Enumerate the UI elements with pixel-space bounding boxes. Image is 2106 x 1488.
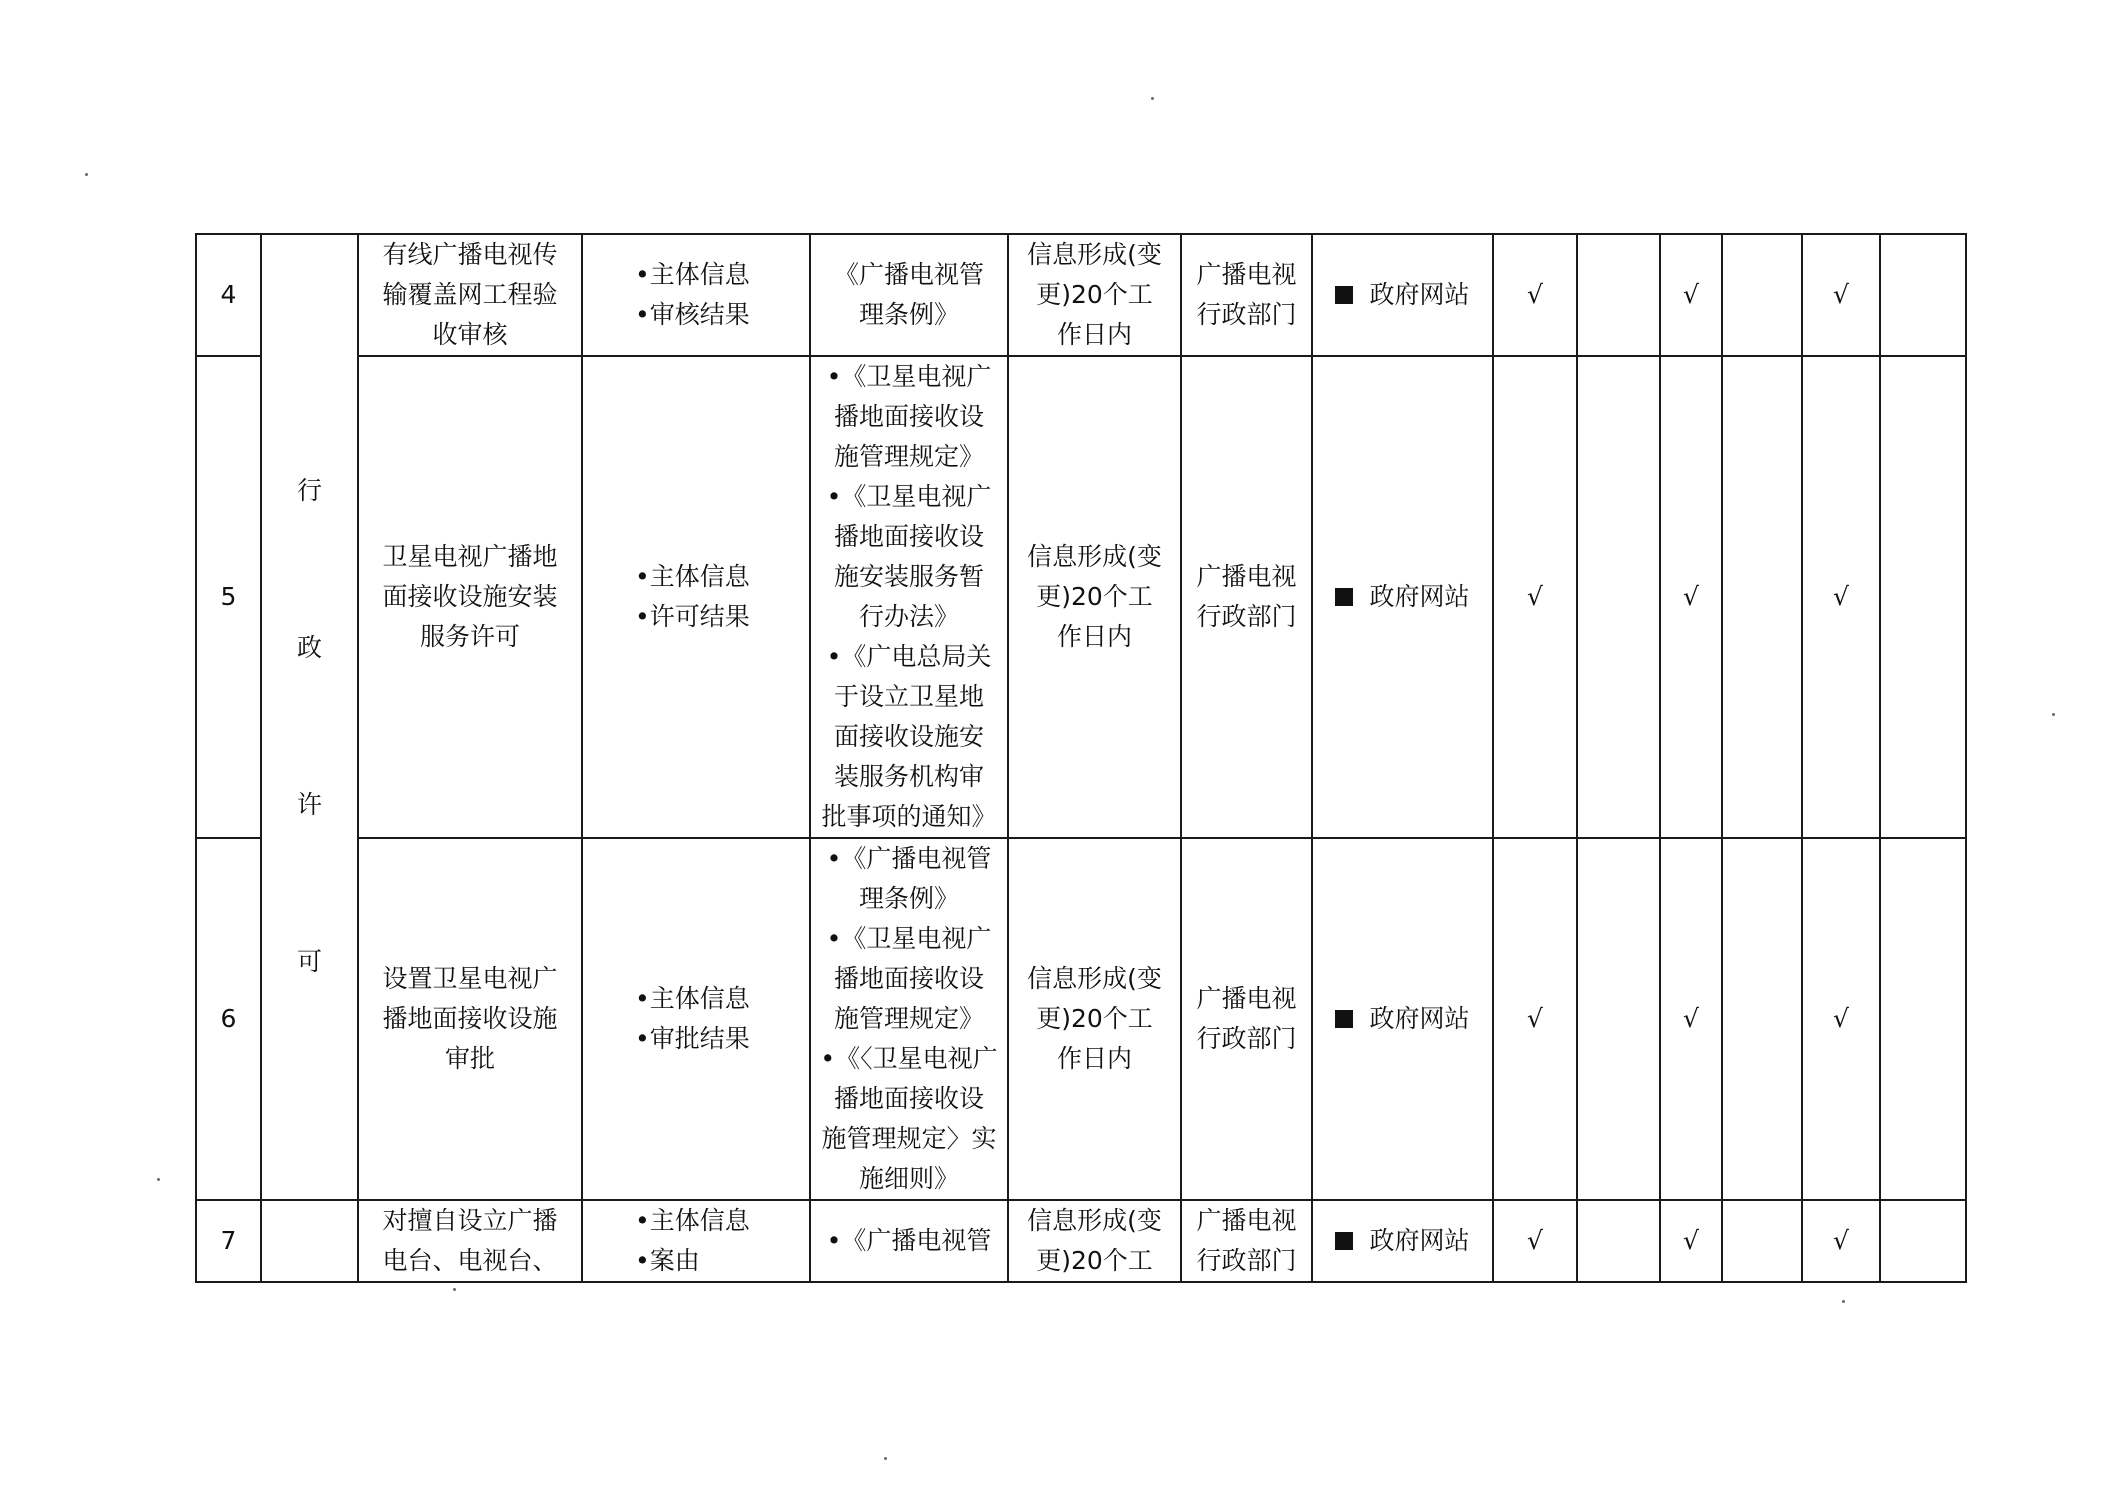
cell-line: •审核结果	[635, 300, 750, 329]
cell-line: 对擅自设立广播	[382, 1206, 558, 1235]
legal-basis	[810, 234, 1008, 356]
cell-line: 信息形成(变	[1027, 1206, 1162, 1235]
cell-line: •案由	[635, 1246, 700, 1275]
table-row	[196, 234, 1966, 356]
cell-line: •主体信息	[635, 984, 750, 1013]
checkmark-icon: √	[1527, 280, 1543, 309]
cell-line: •《卫星电视广	[826, 362, 992, 391]
check-cell	[1880, 356, 1966, 838]
cell-line: 播地面接收设	[833, 964, 984, 993]
disclosure-channel	[1312, 234, 1493, 356]
legal-basis	[810, 1200, 1008, 1282]
check-cell	[1660, 838, 1722, 1200]
check-cell	[1660, 356, 1722, 838]
table-body	[196, 234, 1966, 1282]
check-cell	[1802, 1200, 1880, 1282]
check-cell	[1660, 1200, 1722, 1282]
cell-line: 更)20个工	[1036, 1246, 1153, 1275]
scan-speck	[884, 1457, 887, 1460]
row-number: 4	[196, 234, 261, 356]
cell-line: 播地面接收设施	[382, 1004, 558, 1033]
responsible-dept	[1181, 1200, 1312, 1282]
cell-line: 有线广播电视传	[382, 240, 558, 269]
cell-line: 服务许可	[419, 622, 520, 651]
filled-square-icon	[1335, 1232, 1353, 1250]
checkmark-icon: √	[1683, 582, 1699, 611]
scan-speck	[85, 173, 88, 176]
category-cell	[261, 234, 358, 1200]
item-name	[358, 234, 582, 356]
time-limit	[1008, 1200, 1181, 1282]
check-cell	[1577, 838, 1660, 1200]
checkmark-icon: √	[1527, 582, 1543, 611]
cell-line: 广播电视	[1196, 984, 1297, 1013]
responsible-dept	[1181, 234, 1312, 356]
checkmark-icon: √	[1527, 1004, 1543, 1033]
cell-line: 信息形成(变	[1027, 240, 1162, 269]
row-number: 5	[196, 356, 261, 838]
cell-line: •《卫星电视广	[826, 924, 992, 953]
check-cell	[1660, 234, 1722, 356]
cell-line: 设置卫星电视广	[382, 964, 558, 993]
cell-line: •许可结果	[635, 602, 750, 631]
cell-line: 广播电视	[1196, 260, 1297, 289]
cell-line: 批事项的通知》	[821, 802, 997, 831]
category-cell-empty	[261, 1200, 358, 1282]
cell-line: •《广播电视管	[826, 844, 992, 873]
check-cell	[1577, 234, 1660, 356]
cell-line: •审批结果	[635, 1024, 750, 1053]
check-cell	[1722, 1200, 1802, 1282]
responsible-dept	[1181, 838, 1312, 1200]
disclosure-content	[582, 1200, 810, 1282]
cell-line: •主体信息	[635, 260, 750, 289]
scan-speck	[157, 1178, 160, 1181]
cell-line: 施管理规定》	[833, 1004, 984, 1033]
check-cell	[1722, 356, 1802, 838]
check-cell	[1802, 356, 1880, 838]
cell-line: 收审核	[432, 320, 508, 349]
disclosure-content	[582, 234, 810, 356]
cell-line: 播地面接收设	[833, 402, 984, 431]
cell-line: •《卫星电视广	[826, 482, 992, 511]
cell-line: 广播电视	[1196, 562, 1297, 591]
checkmark-icon: √	[1833, 280, 1849, 309]
cell-line: •主体信息	[635, 562, 750, 591]
cell-line: 电台、电视台、	[382, 1246, 558, 1275]
check-cell	[1880, 234, 1966, 356]
item-name	[358, 356, 582, 838]
filled-square-icon	[1335, 1010, 1353, 1028]
checkmark-icon: √	[1833, 582, 1849, 611]
cell-line: 广播电视	[1196, 1206, 1297, 1235]
cell-line: 行政部门	[1196, 300, 1297, 329]
channel-text: 政府网站	[1369, 280, 1470, 309]
cell-line: 更)20个工	[1036, 582, 1153, 611]
cell-line: 于设立卫星地	[833, 682, 984, 711]
cell-line: •主体信息	[635, 1206, 750, 1235]
cell-line: 面接收设施安	[833, 722, 984, 751]
check-cell	[1493, 1200, 1577, 1282]
disclosure-content	[582, 838, 810, 1200]
check-cell	[1577, 356, 1660, 838]
check-cell	[1880, 1200, 1966, 1282]
cell-line: 装服务机构审	[833, 762, 984, 791]
cell-line: 行政部门	[1196, 602, 1297, 631]
item-name	[358, 838, 582, 1200]
cell-line: 理条例》	[858, 300, 959, 329]
scan-speck	[453, 1288, 456, 1291]
cell-line: 作日内	[1056, 320, 1132, 349]
cell-line: 输覆盖网工程验	[382, 280, 558, 309]
checkmark-icon: √	[1833, 1226, 1849, 1255]
cell-line: 施安装服务暂	[833, 562, 984, 591]
check-cell	[1493, 356, 1577, 838]
cell-line: •《广播电视管	[826, 1226, 992, 1255]
legal-basis	[810, 356, 1008, 838]
scan-speck	[2052, 713, 2055, 716]
disclosure-channel	[1312, 356, 1493, 838]
cell-line: 信息形成(变	[1027, 964, 1162, 993]
cell-line: 更)20个工	[1036, 280, 1153, 309]
check-cell	[1493, 838, 1577, 1200]
cell-line: 行政部门	[1196, 1024, 1297, 1053]
table-row	[196, 838, 1966, 1200]
scan-speck	[1151, 97, 1154, 100]
checkmark-icon: √	[1683, 1226, 1699, 1255]
check-cell	[1577, 1200, 1660, 1282]
scan-speck	[1842, 1300, 1845, 1303]
checkmark-icon: √	[1683, 280, 1699, 309]
cell-line: 作日内	[1056, 1044, 1132, 1073]
cell-line: 施细则》	[858, 1164, 959, 1193]
cell-line: 播地面接收设	[833, 522, 984, 551]
cell-line: 信息形成(变	[1027, 542, 1162, 571]
category-label	[262, 335, 357, 1099]
channel-text: 政府网站	[1369, 1226, 1470, 1255]
cell-line: 施管理规定〉实	[821, 1124, 997, 1153]
row-number: 7	[196, 1200, 261, 1282]
check-cell	[1880, 838, 1966, 1200]
row-number: 6	[196, 838, 261, 1200]
time-limit	[1008, 234, 1181, 356]
cell-line: 卫星电视广播地	[382, 542, 558, 571]
responsible-dept	[1181, 356, 1312, 838]
check-cell	[1802, 838, 1880, 1200]
disclosure-table	[195, 233, 1967, 1283]
table-row	[196, 356, 1966, 838]
check-cell	[1722, 234, 1802, 356]
cell-line: •《〈卫星电视广	[820, 1044, 998, 1073]
cell-line: •《广电总局关	[826, 642, 992, 671]
category-char: 可	[296, 947, 322, 976]
cell-line: 行政部门	[1196, 1246, 1297, 1275]
category-char: 行	[296, 476, 322, 505]
time-limit	[1008, 356, 1181, 838]
cell-line: 施管理规定》	[833, 442, 984, 471]
cell-line: 审批	[444, 1044, 495, 1073]
checkmark-icon: √	[1527, 1226, 1543, 1255]
filled-square-icon	[1335, 588, 1353, 606]
cell-line: 播地面接收设	[833, 1084, 984, 1113]
disclosure-channel	[1312, 838, 1493, 1200]
check-cell	[1493, 234, 1577, 356]
category-char: 政	[296, 633, 322, 662]
check-cell	[1802, 234, 1880, 356]
cell-line: 理条例》	[858, 884, 959, 913]
cell-line: 《广播电视管	[833, 260, 984, 289]
cell-line: 更)20个工	[1036, 1004, 1153, 1033]
legal-basis	[810, 838, 1008, 1200]
filled-square-icon	[1335, 286, 1353, 304]
cell-line: 行办法》	[858, 602, 959, 631]
channel-text: 政府网站	[1369, 1004, 1470, 1033]
item-name	[358, 1200, 582, 1282]
checkmark-icon: √	[1833, 1004, 1849, 1033]
cell-line: 面接收设施安装	[382, 582, 558, 611]
cell-line: 作日内	[1056, 622, 1132, 651]
checkmark-icon: √	[1683, 1004, 1699, 1033]
check-cell	[1722, 838, 1802, 1200]
channel-text: 政府网站	[1369, 582, 1470, 611]
disclosure-channel	[1312, 1200, 1493, 1282]
table-row	[196, 1200, 1966, 1282]
time-limit	[1008, 838, 1181, 1200]
category-char: 许	[296, 790, 322, 819]
disclosure-content	[582, 356, 810, 838]
